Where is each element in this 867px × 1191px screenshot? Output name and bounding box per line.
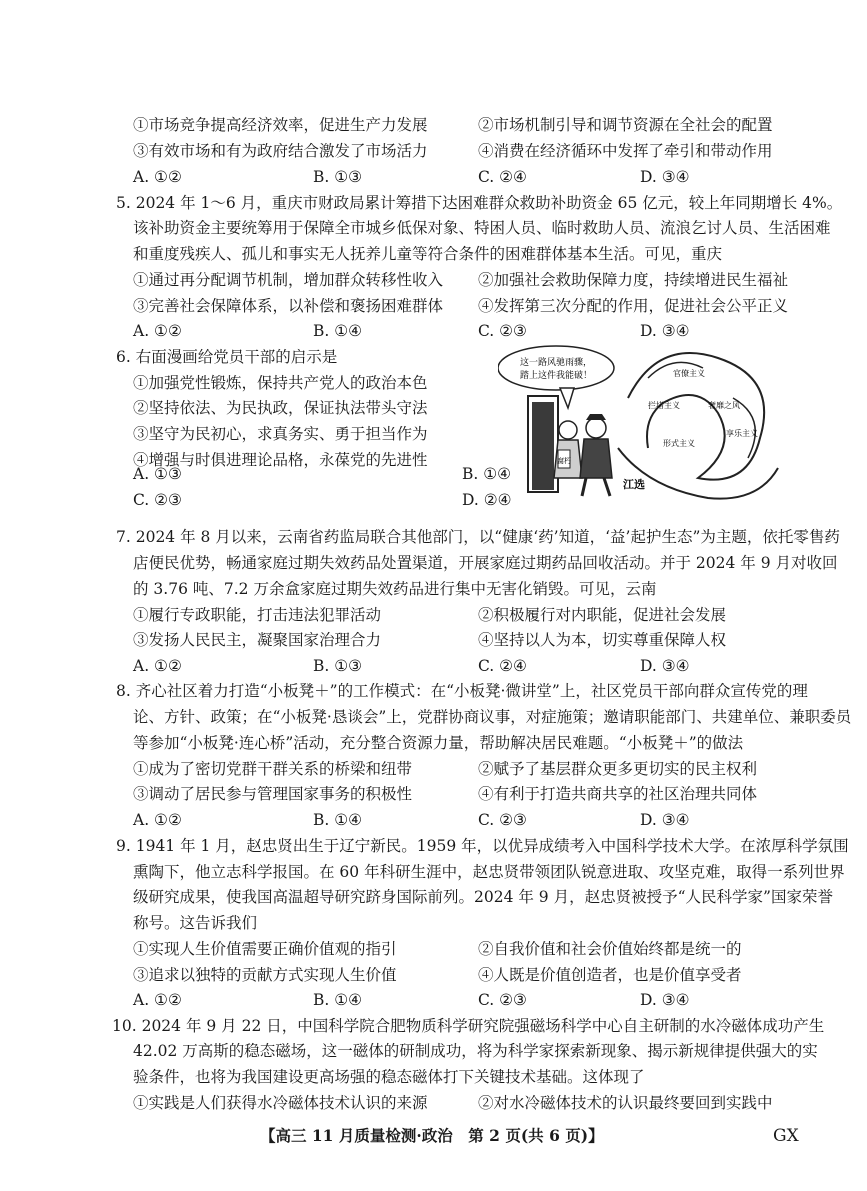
q8-option-a: A. ①② bbox=[133, 811, 182, 829]
q10-item-1: ①实践是人们获得水冷磁体技术认识的来源 bbox=[133, 1094, 428, 1112]
q4-item-1: ①市场竞争提高经济效率，促进生产力发展 bbox=[133, 116, 428, 134]
q7-item-4: ④坚持以人为本，切实尊重保障人权 bbox=[478, 631, 727, 649]
q4-item-2: ②市场机制引导和调节资源在全社会的配置 bbox=[478, 116, 773, 134]
q9-item-2: ②自我价值和社会价值始终都是统一的 bbox=[478, 940, 742, 958]
q10-stem-line-3: 验条件，也将为我国建设更高场强的稳态磁体打下关键技术基础。这体现了 bbox=[133, 1068, 645, 1086]
cartoon-illustration bbox=[498, 338, 788, 510]
wind-label-5: 奢靡之风 bbox=[708, 401, 740, 410]
q8-stem-line-2: 论、方针、政策；在“小板凳·恳谈会”上，党群协商议事，对症施策；邀请职能部门、共建单位、兼职委员 bbox=[133, 708, 852, 726]
q7-option-b: B. ①③ bbox=[313, 657, 363, 675]
q8-option-c: C. ②③ bbox=[478, 811, 527, 829]
q7-item-2: ②积极履行对内职能，促进社会发展 bbox=[478, 606, 727, 624]
q5-option-c: C. ②③ bbox=[478, 322, 527, 340]
q6-stem: 6. 右面漫画给党员干部的启示是 bbox=[116, 348, 338, 366]
q4-option-b: B. ①③ bbox=[313, 168, 363, 186]
q5-option-d: D. ③④ bbox=[640, 322, 690, 340]
q10-stem-line-1: 10. 2024 年 9 月 22 日，中国科学院合肥物质科学研究院强磁场科学中心自主研制的水冷磁体成功产生 bbox=[112, 1017, 825, 1035]
q9-stem-line-4: 称号。这告诉我们 bbox=[133, 914, 258, 932]
q9-option-b: B. ①④ bbox=[313, 991, 363, 1009]
q6-option-d: D. ②④ bbox=[462, 491, 512, 509]
q6-item-4: ④增强与时俱进理论品格，永葆党的先进性 bbox=[133, 451, 428, 469]
q8-stem-line-1: 8. 齐心社区着力打造“小板凳＋”的工作模式：在“小板凳·微讲堂”上，社区党员干部向群众宣传党的理 bbox=[116, 682, 808, 700]
q8-option-b: B. ①④ bbox=[313, 811, 363, 829]
q9-option-c: C. ②③ bbox=[478, 991, 527, 1009]
speech-line-1: 这一路风驰雨骤， bbox=[519, 358, 593, 368]
wind-label-2: 官僚主义 bbox=[673, 369, 705, 378]
q6-item-1: ①加强党性锻炼，保持共产党人的政治本色 bbox=[133, 374, 428, 392]
q8-item-3: ③调动了居民参与管理国家事务的积极性 bbox=[133, 785, 413, 803]
q9-option-d: D. ③④ bbox=[640, 991, 690, 1009]
page-footer: 【高三 11 月质量检测·政治 第 2 页(共 6 页)】 bbox=[260, 1126, 604, 1145]
q9-stem-line-3: 级研究成果，使我国高温超导研究跻身国际前列。2024 年 9 月，赵忠贤被授予“人民科学家”国家荣誉 bbox=[133, 888, 833, 906]
q5-item-1: ①通过再分配调节机制，增加群众转移性收入 bbox=[133, 271, 444, 289]
q5-option-b: B. ①④ bbox=[313, 322, 363, 340]
q6-option-b: B. ①④ bbox=[462, 465, 512, 483]
q9-item-3: ③追求以独特的贡献方式实现人生价值 bbox=[133, 966, 397, 984]
q7-option-c: C. ②④ bbox=[478, 657, 527, 675]
q5-item-3: ③完善社会保障体系，以补偿和褒扬困难群体 bbox=[133, 297, 444, 315]
q6-option-a: A. ①③ bbox=[133, 465, 182, 483]
region-code: GX bbox=[773, 1126, 799, 1146]
figure-label: 腐朽 bbox=[557, 457, 571, 465]
q4-item-4: ④消费在经济循环中发挥了牵引和带动作用 bbox=[478, 142, 773, 160]
q4-item-3: ③有效市场和有为政府结合激发了市场活力 bbox=[133, 142, 428, 160]
q7-item-1: ①履行专政职能，打击违法犯罪活动 bbox=[133, 606, 382, 624]
q8-item-1: ①成为了密切党群干群关系的桥梁和纽带 bbox=[133, 760, 413, 778]
q5-stem-line-3: 和重度残疾人、孤儿和事实无人抚养儿童等符合条件的困难群体基本生活。可见，重庆 bbox=[133, 245, 723, 263]
door-opening bbox=[532, 402, 554, 490]
q10-item-2: ②对水冷磁体技术的认识最终要回到实践中 bbox=[478, 1094, 773, 1112]
wind-label-1: 拦堵主义 bbox=[648, 401, 680, 410]
q6-item-3: ③坚守为民初心，求真务实、勇于担当作为 bbox=[133, 425, 428, 443]
q7-stem-line-1: 7. 2024 年 8 月以来，云南省药监局联合其他部门，以“健康‘药’知道，‘益’起护生态”为主题，依托零售药 bbox=[116, 528, 840, 546]
q9-option-a: A. ①② bbox=[133, 991, 182, 1009]
q4-option-a: A. ①② bbox=[133, 168, 182, 186]
q8-item-2: ②赋予了基层群众更多更切实的民主权利 bbox=[478, 760, 758, 778]
q7-stem-line-3: 的 3.76 吨、7.2 万余盒家庭过期失效药品进行集中无害化销毁。可见，云南 bbox=[133, 580, 657, 598]
q8-option-d: D. ③④ bbox=[640, 811, 690, 829]
q10-stem-line-2: 42.02 万高斯的稳态磁场，这一磁体的研制成功，将为科学家探索新现象、揭示新规律提供强大的实 bbox=[133, 1042, 818, 1060]
q6-option-c: C. ②③ bbox=[133, 491, 182, 509]
q5-stem-line-1: 5. 2024 年 1～6 月，重庆市财政局累计筹措下达困难群众救助补助资金 65 亿元，较上年同期增长 4%。 bbox=[116, 194, 843, 212]
wind-label-4: 享乐主义 bbox=[726, 429, 758, 438]
ground-label: 江选 bbox=[623, 478, 645, 491]
q5-item-4: ④发挥第三次分配的作用，促进社会公平正义 bbox=[478, 297, 789, 315]
q5-stem-line-2: 该补助资金主要统筹用于保障全市城乡低保对象、特困人员、临时救助人员、流浪乞讨人员、生活困难 bbox=[133, 219, 831, 237]
q4-option-c: C. ②④ bbox=[478, 168, 527, 186]
q7-option-a: A. ①② bbox=[133, 657, 182, 675]
police-figure bbox=[580, 414, 612, 496]
speech-line-2: 踏上这件我能破！ bbox=[519, 371, 593, 381]
q9-item-1: ①实现人生价值需要正确价值观的指引 bbox=[133, 940, 397, 958]
wind-label-3: 形式主义 bbox=[663, 439, 695, 448]
q5-option-a: A. ①② bbox=[133, 322, 182, 340]
q7-item-3: ③发扬人民民主，凝聚国家治理合力 bbox=[133, 631, 382, 649]
q9-item-4: ④人既是价值创造者，也是价值享受者 bbox=[478, 966, 742, 984]
q8-item-4: ④有利于打造共商共享的社区治理共同体 bbox=[478, 785, 758, 803]
q5-item-2: ②加强社会救助保障力度，持续增进民生福祉 bbox=[478, 271, 789, 289]
q4-option-d: D. ③④ bbox=[640, 168, 690, 186]
speech-bubble bbox=[498, 346, 614, 390]
q7-stem-line-2: 店便民优势，畅通家庭过期失效药品处置渠道，开展家庭过期药品回收活动。并于 2024 年 9 月对收回 bbox=[133, 554, 838, 572]
q8-stem-line-3: 等参加“小板凳·连心桥”活动，充分整合资源力量，帮助解决居民难题。“小板凳＋”的做法 bbox=[133, 734, 744, 752]
q6-item-2: ②坚持依法、为民执政，保证执法带头守法 bbox=[133, 399, 428, 417]
q9-stem-line-2: 熏陶下，他立志科学报国。在 60 年科研生涯中，赵忠贤带领团队锐意进取、攻坚克难，取得一系列世界 bbox=[133, 863, 845, 881]
q9-stem-line-1: 9. 1941 年 1 月，赵忠贤出生于辽宁新民。1959 年，以优异成绩考入中国科学技术大学。在浓厚科学氛围 bbox=[116, 837, 849, 855]
q7-option-d: D. ③④ bbox=[640, 657, 690, 675]
